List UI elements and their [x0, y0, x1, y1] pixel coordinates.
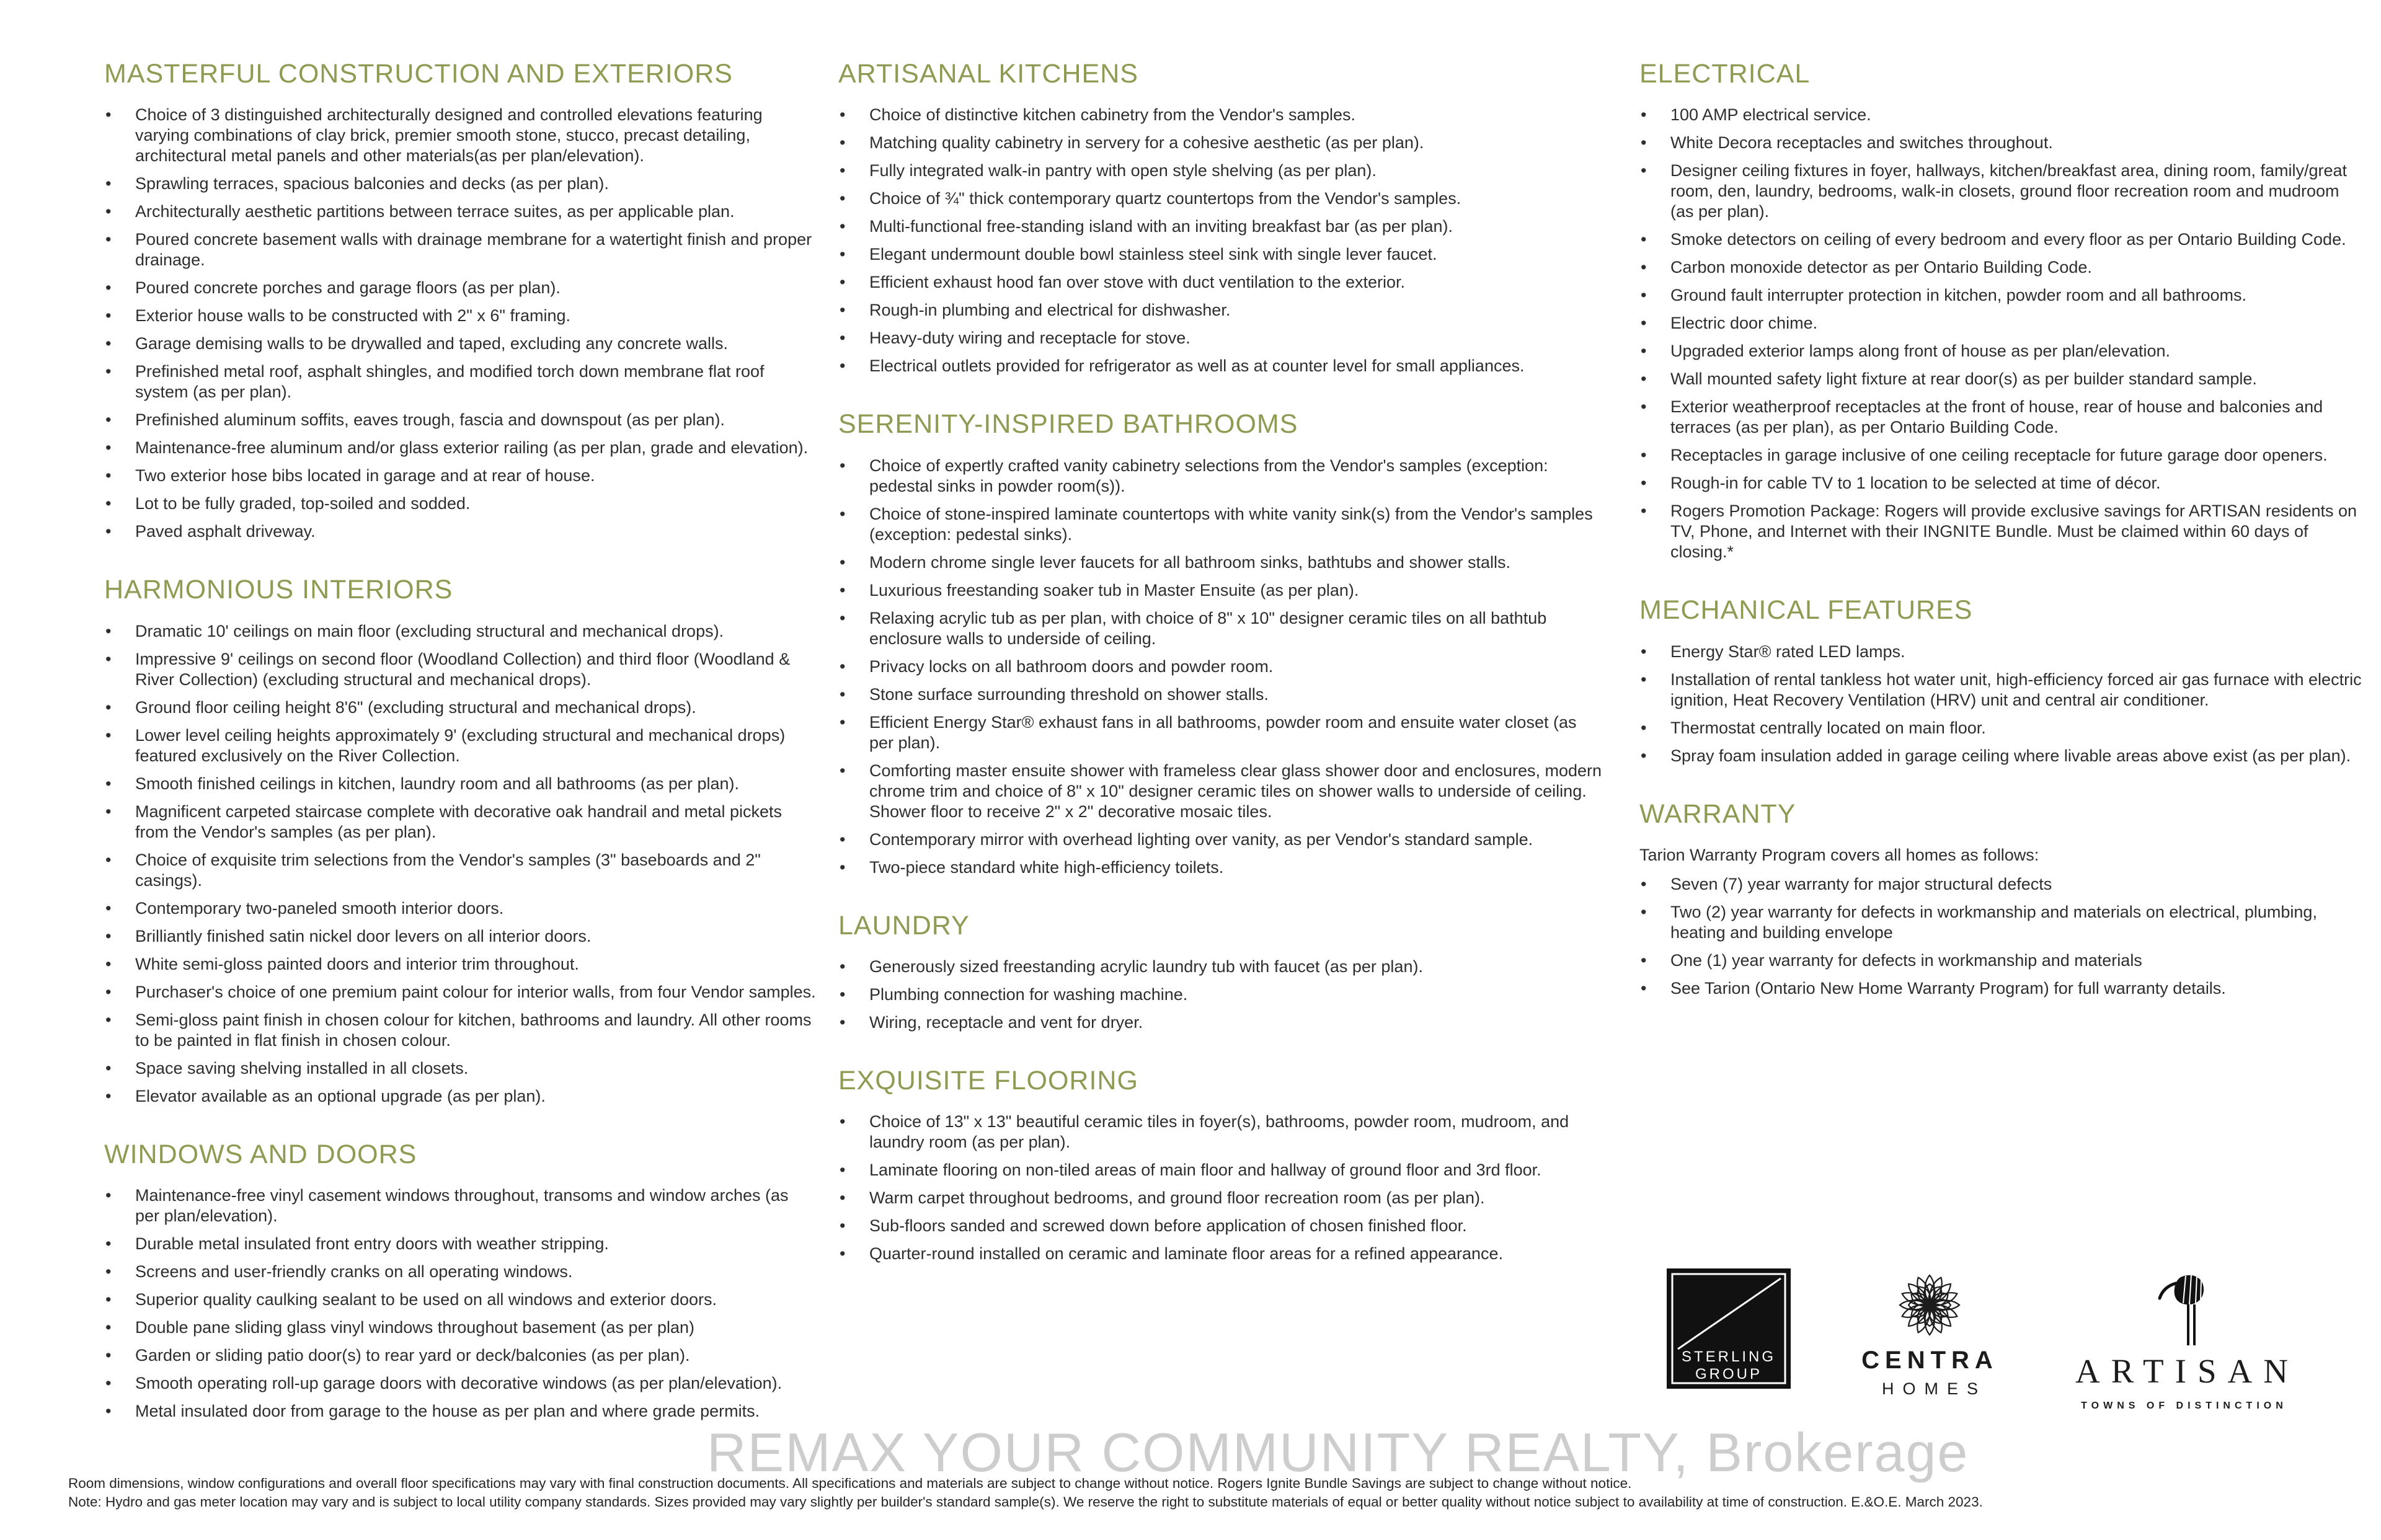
bullet-item: • Thermostat centrally located on main floor.	[1639, 718, 2365, 738]
bullet-item: • Lot to be fully graded, top-soiled and sodded.	[104, 493, 817, 514]
sterling-group-icon	[1667, 1268, 1791, 1389]
bullet-list	[1639, 105, 2365, 562]
bullet-list	[838, 957, 1604, 1033]
artisan-bird-icon	[2137, 1268, 2230, 1348]
section-title: SERENITY-INSPIRED BATHROOMS	[838, 409, 1298, 440]
bullet-item: • Superior quality caulking sealant to be used on all windows and exterior doors.	[104, 1290, 817, 1310]
builder-logos	[1667, 1268, 2299, 1411]
bullet-item: • Installation of rental tankless hot water unit, high-efficiency forced air gas furnace with electric ignition, Heat Recovery Ventilation (HRV) unit and central air conditioner.	[1639, 670, 2365, 710]
remax-watermark: REMAX YOUR COMMUNITY REALTY, Brokerage	[707, 1422, 1969, 1483]
bullet-item: • Double pane sliding glass vinyl windows throughout basement (as per plan)	[104, 1317, 817, 1338]
bullet-item: • Fully integrated walk-in pantry with open style shelving (as per plan).	[838, 161, 1604, 181]
feature-section	[1639, 596, 2365, 766]
bullet-list	[1639, 642, 2365, 766]
bullet-item: • White semi-gloss painted doors and interior trim throughout.	[104, 954, 817, 975]
bullet-item: • Modern chrome single lever faucets for all bathroom sinks, bathtubs and shower stalls.	[838, 552, 1604, 573]
bullet-item: • One (1) year warranty for defects in workmanship and materials	[1639, 950, 2365, 971]
bullet-item: • Maintenance-free vinyl casement windows throughout, transoms and window arches (as per plan/elevation).	[104, 1185, 817, 1226]
bullet-item: • Durable metal insulated front entry doors with weather stripping.	[104, 1234, 817, 1254]
bullet-list	[1639, 874, 2365, 999]
bullet-item: • Laminate flooring on non-tiled areas of main floor and hallway of ground floor and 3rd floor.	[838, 1160, 1604, 1180]
bullet-item: • Electrical outlets provided for refrigerator as well as at counter level for small appliances.	[838, 356, 1604, 376]
bullet-item: • Dramatic 10' ceilings on main floor (excluding structural and mechanical drops).	[104, 621, 817, 642]
bullet-item: • Exterior weatherproof receptacles at the front of house, rear of house and balconies and terraces (as per plan), as per Ontario Building Code.	[1639, 397, 2365, 438]
bullet-item: • Smoke detectors on ceiling of every bedroom and every floor as per Ontario Building Code.	[1639, 229, 2365, 250]
bullet-item: • Wall mounted safety light fixture at rear door(s) as per builder standard sample.	[1639, 369, 2365, 389]
bullet-item: • Elevator available as an optional upgrade (as per plan).	[104, 1086, 817, 1107]
feature-section	[104, 60, 817, 542]
bullet-item: • Sprawling terraces, spacious balconies and decks (as per plan).	[104, 174, 817, 194]
artisan-name: ARTISAN	[2075, 1352, 2299, 1390]
svg-text:GROUP: GROUP	[1695, 1366, 1763, 1383]
bullet-item: • Semi-gloss paint finish in chosen colour for kitchen, bathrooms and laundry. All other rooms to be painted in flat finish in chosen colour.	[104, 1010, 817, 1051]
bullet-item: • Space saving shelving installed in all closets.	[104, 1058, 817, 1079]
bullet-item: • Carbon monoxide detector as per Ontario Building Code.	[1639, 257, 2365, 278]
feature-section	[838, 60, 1604, 376]
sterling-group-logo	[1667, 1268, 1791, 1389]
bullet-item: • Ground fault interrupter protection in kitchen, powder room and all bathrooms.	[1639, 285, 2365, 306]
section-title: EXQUISITE FLOORING	[838, 1065, 1138, 1095]
bullet-list	[104, 1185, 817, 1422]
disclaimer-line-1: Room dimensions, window configurations and overall floor specifications may vary with final construction documents. All specifications and materials are subject to change without notice. Rogers Ignite Bundle Savings are subject to change without notice.	[68, 1476, 1632, 1491]
bullet-item: • Paved asphalt driveway.	[104, 521, 817, 542]
bullet-list	[838, 1112, 1604, 1264]
centra-name: CENTRA	[1861, 1347, 1998, 1374]
bullet-list	[838, 105, 1604, 376]
bullet-item: • Electric door chime.	[1639, 313, 2365, 334]
bullet-item: • Relaxing acrylic tub as per plan, with choice of 8" x 10" designer ceramic tiles on all bathtub enclosure walls to underside of ceiling.	[838, 608, 1604, 649]
artisan-sub: TOWNS OF DISTINCTION	[2081, 1401, 2287, 1411]
centra-sub: HOMES	[1881, 1379, 1987, 1398]
bullet-item: • Stone surface surrounding threshold on shower stalls.	[838, 684, 1604, 705]
column-electrical-mechanical	[1639, 60, 2365, 1006]
section-title: ELECTRICAL	[1639, 59, 1811, 89]
bullet-item: • Multi-functional free-standing island with an inviting breakfast bar (as per plan).	[838, 216, 1604, 237]
column-construction	[104, 60, 817, 1429]
bullet-item: • Two (2) year warranty for defects in workmanship and materials on electrical, plumbing, heating and building envelope	[1639, 902, 2365, 943]
bullet-list	[838, 456, 1604, 878]
bullet-item: • Screens and user-friendly cranks on all operating windows.	[104, 1262, 817, 1282]
feature-section	[104, 1140, 817, 1422]
bullet-item: • Prefinished aluminum soffits, eaves trough, fascia and downspout (as per plan).	[104, 410, 817, 430]
bullet-item: • Choice of expertly crafted vanity cabinetry selections from the Vendor's samples (exception: pedestal sinks in powder room(s)).	[838, 456, 1604, 497]
bullet-item: • Two exterior hose bibs located in garage and at rear of house.	[104, 466, 817, 486]
column-kitchens-baths	[838, 60, 1604, 1272]
bullet-item: • Choice of ¾" thick contemporary quartz countertops from the Vendor's samples.	[838, 188, 1604, 209]
bullet-list	[104, 621, 817, 1107]
bullet-item: • Quarter-round installed on ceramic and laminate floor areas for a refined appearance.	[838, 1244, 1604, 1264]
bullet-item: • Choice of stone-inspired laminate countertops with white vanity sink(s) from the Vendor's samples (exception: pedestal sinks).	[838, 504, 1604, 545]
bullet-item: • Contemporary mirror with overhead lighting over vanity, as per Vendor's standard sample.	[838, 830, 1604, 850]
bullet-item: • Efficient exhaust hood fan over stove with duct ventilation to the exterior.	[838, 272, 1604, 293]
bullet-item: • Efficient Energy Star® exhaust fans in all bathrooms, powder room and ensuite water closet (as per plan).	[838, 712, 1604, 753]
bullet-item: • Plumbing connection for washing machine.	[838, 985, 1604, 1005]
section-title: WARRANTY	[1639, 799, 1796, 829]
bullet-item: • Poured concrete porches and garage floors (as per plan).	[104, 278, 817, 298]
bullet-item: • Garage demising walls to be drywalled and taped, excluding any concrete walls.	[104, 334, 817, 354]
bullet-item: • Heavy-duty wiring and receptacle for stove.	[838, 328, 1604, 348]
bullet-item: • Energy Star® rated LED lamps.	[1639, 642, 2365, 662]
disclaimer-text	[68, 1474, 2276, 1511]
bullet-item: • Privacy locks on all bathroom doors and powder room.	[838, 657, 1604, 677]
bullet-item: • White Decora receptacles and switches throughout.	[1639, 133, 2365, 153]
bullet-item: • Seven (7) year warranty for major structural defects	[1639, 874, 2365, 895]
bullet-item: • Warm carpet throughout bedrooms, and ground floor recreation room (as per plan).	[838, 1188, 1604, 1208]
bullet-item: • Designer ceiling fixtures in foyer, hallways, kitchen/breakfast area, dining room, family/great room, den, laundry, bedrooms, walk-in closets, ground floor recreation room and mudroom (as per plan).	[1639, 161, 2365, 222]
bullet-item: • Purchaser's choice of one premium paint colour for interior walls, from four Vendor samples.	[104, 982, 817, 1002]
feature-section	[838, 410, 1604, 877]
bullet-item: • Spray foam insulation added in garage ceiling where livable areas above exist (as per plan).	[1639, 746, 2365, 766]
bullet-item: • Contemporary two-paneled smooth interior doors.	[104, 898, 817, 919]
section-title: WINDOWS AND DOORS	[104, 1139, 417, 1169]
bullet-item: • Two-piece standard white high-efficiency toilets.	[838, 857, 1604, 878]
feature-section	[838, 911, 1604, 1033]
bullet-item: • Architecturally aesthetic partitions between terrace suites, as per applicable plan.	[104, 201, 817, 222]
bullet-item: • Ground floor ceiling height 8'6" (excluding structural and mechanical drops).	[104, 697, 817, 718]
bullet-item: • Choice of 13" x 13" beautiful ceramic tiles in foyer(s), bathrooms, powder room, mudroom, and laundry room (as per plan).	[838, 1112, 1604, 1153]
centra-flower-icon	[1892, 1268, 1967, 1342]
bullet-item: • Smooth finished ceilings in kitchen, laundry room and all bathrooms (as per plan).	[104, 774, 817, 794]
bullet-item: • Smooth operating roll-up garage doors with decorative windows (as per plan/elevation).	[104, 1373, 817, 1394]
bullet-item: • Matching quality cabinetry in servery for a cohesive aesthetic (as per plan).	[838, 133, 1604, 153]
bullet-item: • Choice of 3 distinguished architecturally designed and controlled elevations featuring varying combinations of clay brick, premier smooth stone, stucco, precast detailing, architectural metal panels and other materials(as per plan/elevation).	[104, 105, 817, 166]
bullet-item: • Magnificent carpeted staircase complete with decorative oak handrail and metal pickets from the Vendor's samples (as per plan).	[104, 802, 817, 843]
bullet-item: • Prefinished metal roof, asphalt shingles, and modified torch down membrane flat roof system (as per plan).	[104, 361, 817, 402]
feature-section	[838, 1066, 1604, 1264]
svg-text:STERLING: STERLING	[1681, 1348, 1776, 1365]
section-title: MECHANICAL FEATURES	[1639, 595, 1973, 626]
bullet-item: • Luxurious freestanding soaker tub in Master Ensuite (as per plan).	[838, 580, 1604, 601]
bullet-item: • Comforting master ensuite shower with frameless clear glass shower door and enclosures, modern chrome trim and choice of 8" x 10" designer ceramic tiles on shower walls to underside of ceiling. Shower floor to receive 2" x 2" decorative mosaic tiles.	[838, 761, 1604, 822]
bullet-item: • Upgraded exterior lamps along front of house as per plan/elevation.	[1639, 341, 2365, 361]
bullet-item: • Poured concrete basement walls with drainage membrane for a watertight finish and proper drainage.	[104, 229, 817, 270]
bullet-item: • Choice of distinctive kitchen cabinetry from the Vendor's samples.	[838, 105, 1604, 125]
bullet-item: • Exterior house walls to be constructed with 2" x 6" framing.	[104, 306, 817, 326]
disclaimer-line-2: Note: Hydro and gas meter location may vary and is subject to local utility company standards. Sizes provided may vary slightly per builder's standard sample(s). We reserve the right to substitute materials of equal or better quality without notice subject to availability at time of construction. E.&O.E. March 2023.	[68, 1494, 1983, 1510]
bullet-item: • Wiring, receptacle and vent for dryer.	[838, 1012, 1604, 1033]
bullet-item: • 100 AMP electrical service.	[1639, 105, 2365, 125]
section-title: HARMONIOUS INTERIORS	[104, 575, 453, 605]
section-title: ARTISANAL KITCHENS	[838, 59, 1138, 89]
bullet-item: • Receptacles in garage inclusive of one ceiling receptacle for future garage door openers.	[1639, 445, 2365, 466]
bullet-item: • Rough-in for cable TV to 1 location to be selected at time of décor.	[1639, 473, 2365, 493]
bullet-item: • Rogers Promotion Package: Rogers will provide exclusive savings for ARTISAN residents on TV, Phone, and Internet with their INGNITE Bundle. Must be claimed within 60 days of closing.*	[1639, 501, 2365, 562]
bullet-item: • Generously sized freestanding acrylic laundry tub with faucet (as per plan).	[838, 957, 1604, 977]
bullet-item: • Brilliantly finished satin nickel door levers on all interior doors.	[104, 926, 817, 947]
section-title: MASTERFUL CONSTRUCTION AND EXTERIORS	[104, 59, 733, 89]
feature-section	[1639, 60, 2365, 562]
feature-section	[104, 575, 817, 1106]
bullet-item: • Elegant undermount double bowl stainless steel sink with single lever faucet.	[838, 244, 1604, 265]
bullet-item: • See Tarion (Ontario New Home Warranty Program) for full warranty details.	[1639, 978, 2365, 999]
bullet-item: • Metal insulated door from garage to the house as per plan and where grade permits.	[104, 1401, 817, 1422]
bullet-item: • Choice of exquisite trim selections from the Vendor's samples (3" baseboards and 2" casings).	[104, 850, 817, 891]
bullet-item: • Sub-floors sanded and screwed down before application of chosen finished floor.	[838, 1216, 1604, 1236]
bullet-item: • Rough-in plumbing and electrical for dishwasher.	[838, 300, 1604, 321]
section-title: LAUNDRY	[838, 910, 970, 940]
bullet-item: • Lower level ceiling heights approximately 9' (excluding structural and mechanical drops) featured exclusively on the River Collection.	[104, 725, 817, 766]
artisan-logo	[2069, 1268, 2299, 1412]
bullet-item: • Impressive 9' ceilings on second floor (Woodland Collection) and third floor (Woodland & River Collection) (excluding structural and mechanical drops).	[104, 649, 817, 690]
feature-section	[1639, 800, 2365, 999]
bullet-list	[104, 105, 817, 542]
centra-homes-logo	[1861, 1268, 1998, 1399]
bullet-item: • Maintenance-free aluminum and/or glass exterior railing (as per plan, grade and elevation).	[104, 438, 817, 458]
bullet-item: • Garden or sliding patio door(s) to rear yard or deck/balconies (as per plan).	[104, 1345, 817, 1366]
section-intro: Tarion Warranty Program covers all homes as follows:	[1639, 845, 2039, 864]
